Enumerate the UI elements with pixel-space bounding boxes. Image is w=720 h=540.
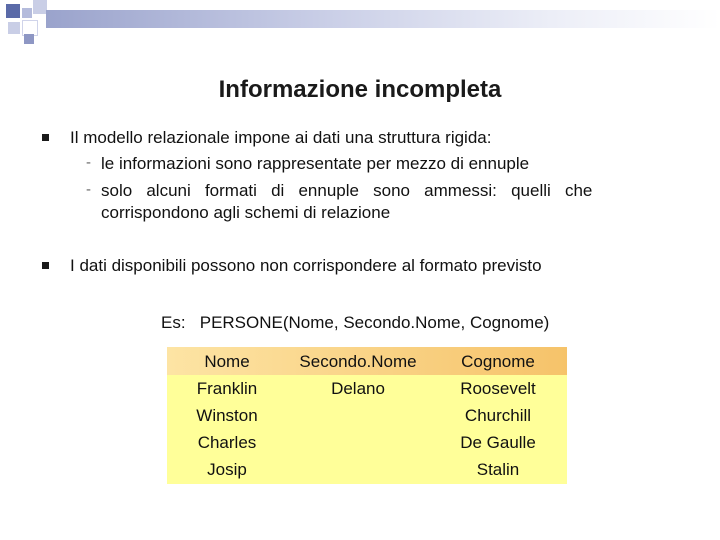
sub-2-text-line2: corrispondono agli schemi di relazione [101, 203, 391, 222]
table-cell: Charles [197, 433, 257, 452]
bullet-2-text: I dati disponibili possono non corrispondere al formato previsto [70, 256, 542, 275]
example-schema: Es: PERSONE(Nome, Secondo.Nome, Cognome) [161, 313, 550, 332]
table-cell: De Gaulle [460, 433, 536, 452]
header-nome: Nome [204, 352, 250, 371]
top-decoration [0, 0, 720, 48]
header-cognome: Cognome [461, 352, 535, 371]
table-cell: Delano [331, 379, 385, 398]
table-cell: Josip [207, 460, 247, 479]
table-cell: Stalin [476, 460, 520, 479]
decor-square [6, 4, 20, 18]
sub-dash: - [86, 154, 91, 171]
sub-dash: - [86, 181, 91, 198]
table-cell: Franklin [196, 379, 258, 398]
decor-gradient-bar [46, 10, 720, 28]
decor-square [33, 0, 47, 14]
table-cell: Winston [196, 406, 258, 425]
table-cell: Churchill [464, 406, 532, 425]
persone-table [167, 347, 567, 484]
bullet-marker [42, 134, 49, 141]
sub-1-text: le informazioni sono rappresentate per mezzo di ennuple [101, 154, 530, 173]
decor-square [24, 34, 34, 44]
header-secondo-nome: Secondo.Nome [299, 352, 417, 371]
slide-title: Informazione incompleta [218, 76, 502, 103]
decor-square [8, 22, 20, 34]
table-cell: Roosevelt [460, 379, 536, 398]
bullet-1-text: Il modello relazionale impone ai dati una struttura rigida: [70, 128, 492, 147]
sub-2-text-line1: solo alcuni formati di ennuple sono ammessi: quelli che [101, 181, 593, 200]
decor-square [22, 8, 32, 18]
bullet-marker [42, 262, 49, 269]
